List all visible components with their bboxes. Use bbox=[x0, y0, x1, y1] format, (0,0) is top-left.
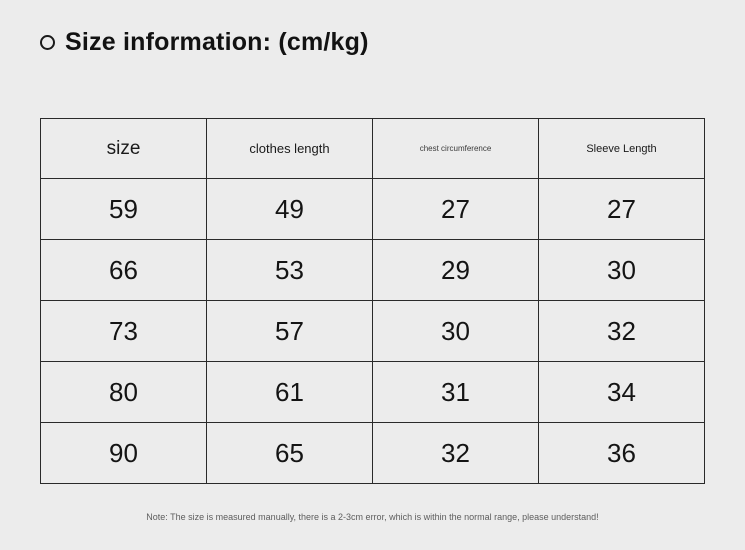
table-row bbox=[41, 240, 705, 301]
column-header-chest-circumference: chest circumference bbox=[373, 119, 539, 179]
column-header-sleeve-length: Sleeve Length bbox=[539, 119, 705, 179]
cell-size: 73 bbox=[41, 301, 207, 362]
table-row bbox=[41, 179, 705, 240]
cell-size: 66 bbox=[41, 240, 207, 301]
cell-clothes-length: 49 bbox=[207, 179, 373, 240]
measurement-note: Note: The size is measured manually, there is a 2-3cm error, which is within the normal range, please understand! bbox=[146, 512, 599, 522]
table-row bbox=[41, 423, 705, 484]
cell-chest-circumference: 27 bbox=[373, 179, 539, 240]
column-header-clothes-length: clothes length bbox=[207, 119, 373, 179]
cell-sleeve-length: 34 bbox=[539, 362, 705, 423]
cell-size: 90 bbox=[41, 423, 207, 484]
cell-sleeve-length: 36 bbox=[539, 423, 705, 484]
cell-sleeve-length: 32 bbox=[539, 301, 705, 362]
size-table bbox=[40, 118, 705, 484]
circle-icon bbox=[40, 35, 55, 50]
table-row bbox=[41, 362, 705, 423]
cell-chest-circumference: 31 bbox=[373, 362, 539, 423]
cell-chest-circumference: 32 bbox=[373, 423, 539, 484]
page-title bbox=[40, 30, 369, 55]
table-header-row bbox=[41, 119, 705, 179]
page-title-text: Size information: (cm/kg) bbox=[65, 28, 369, 56]
cell-size: 80 bbox=[41, 362, 207, 423]
cell-chest-circumference: 30 bbox=[373, 301, 539, 362]
table-row bbox=[41, 301, 705, 362]
cell-sleeve-length: 30 bbox=[539, 240, 705, 301]
cell-sleeve-length: 27 bbox=[539, 179, 705, 240]
cell-clothes-length: 61 bbox=[207, 362, 373, 423]
cell-clothes-length: 57 bbox=[207, 301, 373, 362]
cell-chest-circumference: 29 bbox=[373, 240, 539, 301]
cell-clothes-length: 53 bbox=[207, 240, 373, 301]
column-header-size: size bbox=[41, 119, 207, 179]
cell-size: 59 bbox=[41, 179, 207, 240]
cell-clothes-length: 65 bbox=[207, 423, 373, 484]
